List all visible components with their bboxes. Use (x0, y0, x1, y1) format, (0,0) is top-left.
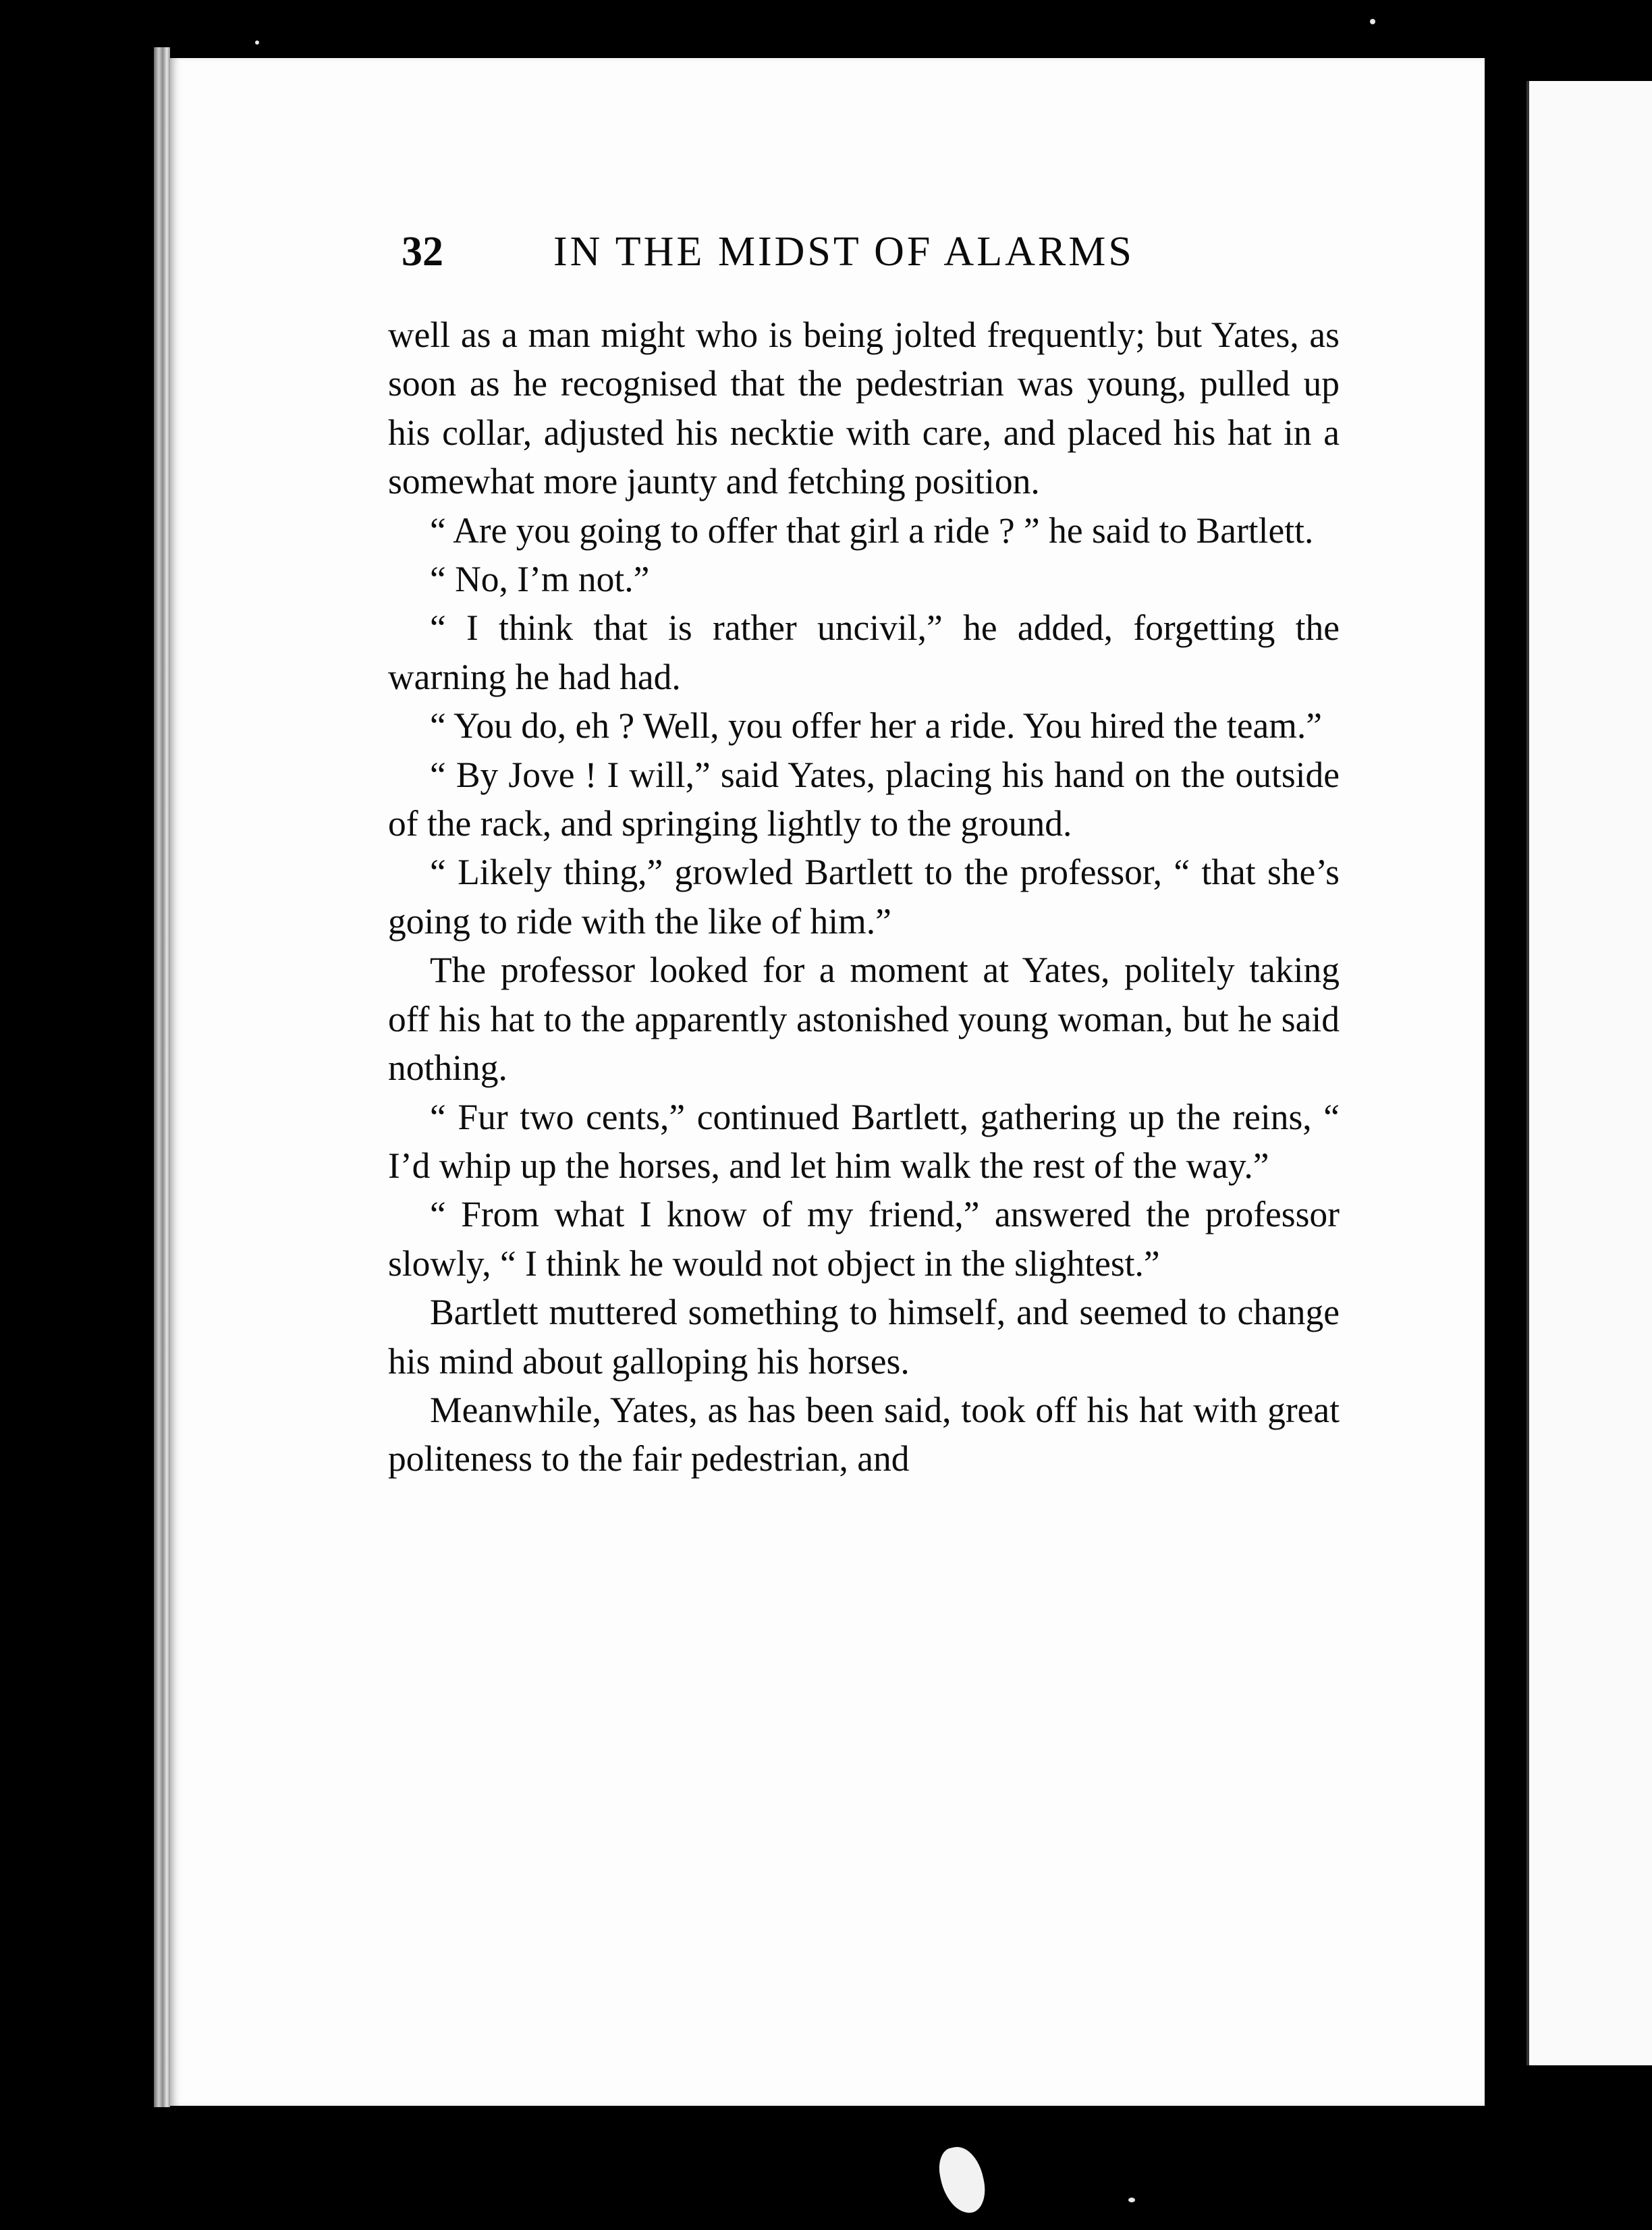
paragraph: “ Are you going to offer that girl a ride ? ” he said to Bartlett. (430, 510, 1314, 551)
paragraph: “ From what I know of my friend,” answered the professor slowly, “ I think he would not object in the slightest.” (388, 1194, 1340, 1284)
paragraph: “ Likely thing,” growled Bartlett to the professor, “ that she’s going to ride with the like of him.” (388, 852, 1340, 942)
scan-speck (1370, 19, 1375, 24)
paragraph: “ Fur two cents,” continued Bartlett, gathering up the reins, “ I’d whip up the horses, and let him walk the rest of the way.” (388, 1096, 1340, 1186)
paragraph: “ No, I’m not.” (430, 559, 650, 600)
paragraph: “ I think that is rather uncivil,” he added, forgetting the warning he had had. (388, 607, 1340, 697)
adjacent-page-edge (1526, 81, 1652, 2065)
page-number: 32 (402, 229, 443, 275)
book-spine-edge (154, 47, 170, 2107)
paragraph: The professor looked for a moment at Yates, politely taking off his hat to the apparently astonished young woman, but he said nothing. (388, 950, 1340, 1089)
page-header (402, 228, 1346, 289)
scan-speck (1128, 2198, 1135, 2202)
paragraph: “ By Jove ! I will,” said Yates, placing his hand on the outside of the rack, and springing lightly to the ground. (388, 754, 1340, 844)
running-title: IN THE MIDST OF ALARMS (553, 229, 1134, 275)
paragraph: well as a man might who is being jolted frequently; but Yates, as soon as he recognised that the pedestrian was young, pulled up his collar, adjusted his necktie with care, and placed his hat in a somewhat more jaunty and fetching position. (388, 315, 1340, 502)
paragraph: Meanwhile, Yates, as has been said, took off his hat with great politeness to the fair pedestrian, and (388, 1389, 1340, 1479)
paragraph: Bartlett muttered something to himself, and seemed to change his mind about galloping his horses. (388, 1292, 1340, 1382)
scan-speck (255, 40, 259, 45)
body-text (388, 310, 1340, 1484)
scan-artifact (935, 2143, 989, 2218)
paragraph: “ You do, eh ? Well, you offer her a ride. You hired the team.” (430, 705, 1323, 746)
